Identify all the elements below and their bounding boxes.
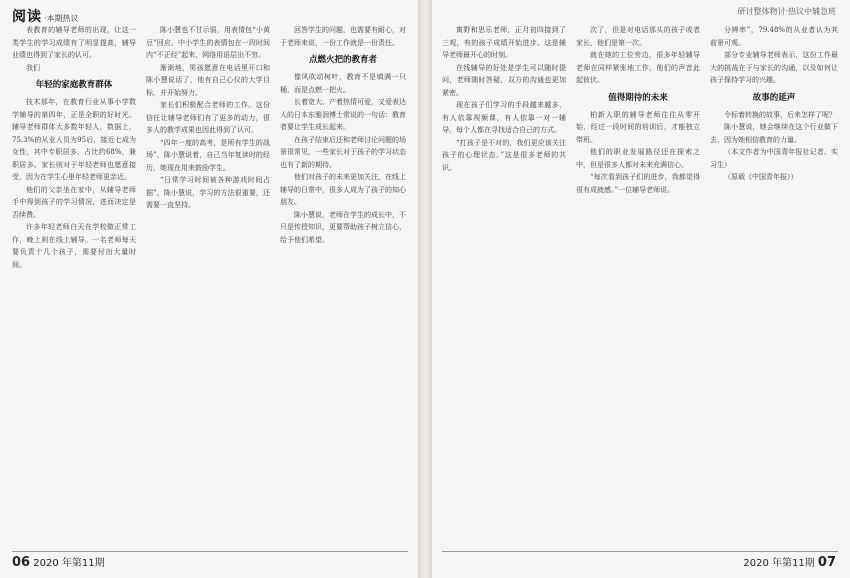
paragraph: 次了，但是对电话那头的孩子或者家长，他们是第一次。 xyxy=(576,26,700,47)
paragraph: 寓野和思乐老师，正月初四接到了三观，有的孩子成绩开始进步。这是辅导老师最开心的时刻。 xyxy=(442,26,566,59)
paragraph: “打孩子是不对的，我们更应该关注孩子的心理状态。”这是很多老师的共识。 xyxy=(442,138,566,172)
section-heading: 值得期待的未来 xyxy=(608,92,668,103)
right-header: 研讨整体物讨·热议中辅急班 xyxy=(737,7,836,16)
page-number: 06 xyxy=(12,555,31,570)
paragraph: 现在孩子们学习的手段越来越多，有人依靠视频课，有人依靠一对一辅导，每个人都在寻找适合自己的方式。 xyxy=(442,101,566,134)
left-page xyxy=(0,0,418,578)
binding-gutter xyxy=(418,0,432,578)
section-heading: 故事的延声 xyxy=(752,92,796,103)
left-footer xyxy=(12,554,105,570)
paragraph: 我们 xyxy=(26,63,40,72)
issue-label: 2020 年第11期 xyxy=(743,558,815,569)
paragraph: 就在她的工位旁边，很多年轻辅导老师在同样紧张地工作，他们的声音此起彼伏。 xyxy=(576,51,700,84)
page-number: 07 xyxy=(817,555,836,570)
paragraph: 家长们积极配合老师的工作。这份信任让辅导老师们有了更多的动力，很多人的教学成果也因此得到了认可。 xyxy=(146,101,270,134)
paragraph: 渐渐地，男孩愿意在电话里开口和陈小慧说话了，他有自己心仪的大学目标，并开始努力。 xyxy=(146,63,270,97)
footer-divider xyxy=(442,551,838,552)
paragraph: 在线辅导的好处是学生可以随时提问，老师随时答疑，双方的沟通也更加紧密。 xyxy=(442,63,566,97)
left-header xyxy=(12,6,79,24)
paragraph: 陈小慧也不甘示弱，用表情包“小黄豆”回应。中小学生的表情包在一段时间内“不正经”起来，网络用语层出不穷。 xyxy=(146,26,270,59)
paragraph: “日常学习时间被各种游戏时间占据”，陈小慧说，学习的方法很重要，还需要一直坚持。 xyxy=(146,176,270,209)
paragraph: 表教育的辅导老师的出现，让这一类学生的学习成绩有了明显提高，辅导业绩也得到了家长的认可。 xyxy=(12,26,136,59)
paragraph: 在孩子结束后还和老师讨论问题的场景很常见，一些家长对于孩子的学习状态也有了新的期待。 xyxy=(280,135,406,169)
paragraph: 回答学生的问题，也需要有耐心，对于老师来说，一份工作就是一份责任。 xyxy=(280,26,406,47)
left-column-1 xyxy=(12,24,136,544)
paragraph: 陈小慧说，老师在学生的成长中，不只是传授知识，更要帮助孩子树立信心，给予他们希望。 xyxy=(280,210,406,244)
paragraph: 技术那年，在教育行业从事小学数学辅导的第四年，正是全职的好时光。辅导老师群体大多数年轻人，数据上，75.3%的从业人员为95后，接近七成为女性，其中专职居多，占比约68%，兼职居多。家长则对于年轻老师也愿意接受，因为在学生心里年轻老师更亲近。 xyxy=(12,98,136,181)
paragraph: 许多年轻老师白天在学校做正常工作，晚上则在线上辅导。一名老师每天要负责十几个孩子，需要付出大量时间。 xyxy=(12,223,136,269)
section-heading: 年轻的家庭教育群体 xyxy=(35,80,113,90)
left-column-3 xyxy=(280,24,406,544)
paragraph: 令标着转换的故事，后来怎样了呢？ xyxy=(724,110,836,119)
footer-divider xyxy=(12,551,408,552)
issue-label: 2020 年第11期 xyxy=(33,558,105,569)
right-page xyxy=(432,0,850,578)
right-column-2 xyxy=(576,24,700,544)
paragraph: 分辨率”，79.48%的从业者认为其前景可观。 xyxy=(710,26,838,47)
paragraph: “四年一度的高考，是所有学生的战场”，陈小慧说着，自己当年复读时的经历，她现在用来鼓励学生。 xyxy=(146,138,270,172)
right-column-3 xyxy=(710,24,838,544)
right-column-1 xyxy=(442,24,566,544)
paragraph: 柏新人职的辅导老师往往从零开始，经过一段时间的培训后，才能独立带班。 xyxy=(576,110,700,144)
paragraph: 长着宽大、产着热情可爱，又爱表达人的日本东雅润博士常说的一句话：教育者要让学生成长起来。 xyxy=(280,98,406,131)
paragraph: （本文作者为中国青年报社记者、实习生） xyxy=(710,148,838,169)
paragraph: 他们的父亲坐在家中，从辅导老师手中得到孩子的学习情况，进而决定是否续费。 xyxy=(12,185,136,219)
magazine-logo: 阅读 xyxy=(12,9,42,25)
paragraph: 部分专业辅导老师表示，这份工作最大的挑战在于与家长的沟通，以及如何让孩子保持学习的兴趣。 xyxy=(710,51,838,84)
section-heading: 点燃火把的教育者 xyxy=(308,55,377,65)
paragraph: 他们的职业发展路径还在探索之中，但是很多人都对未来充满信心。 xyxy=(576,148,700,169)
right-footer xyxy=(743,554,836,570)
paragraph: “每次看到孩子们的进步，我都觉得很有成就感。”一位辅导老师说。 xyxy=(576,173,700,194)
section-label: ·本期热议 xyxy=(44,14,79,23)
paragraph: 他们对孩子的未来更加关注，在线上辅导的日常中，很多人成为了孩子的知心朋友。 xyxy=(280,173,406,206)
left-column-2 xyxy=(146,24,270,544)
paragraph: （原载《中国青年报》） xyxy=(724,173,798,181)
paragraph: 陈小慧说，她会继续在这个行业做下去，因为她相信教育的力量。 xyxy=(710,123,838,144)
paragraph: 像风吹动树叶，教育不是填满一只桶，而是点燃一把火。 xyxy=(280,73,406,94)
